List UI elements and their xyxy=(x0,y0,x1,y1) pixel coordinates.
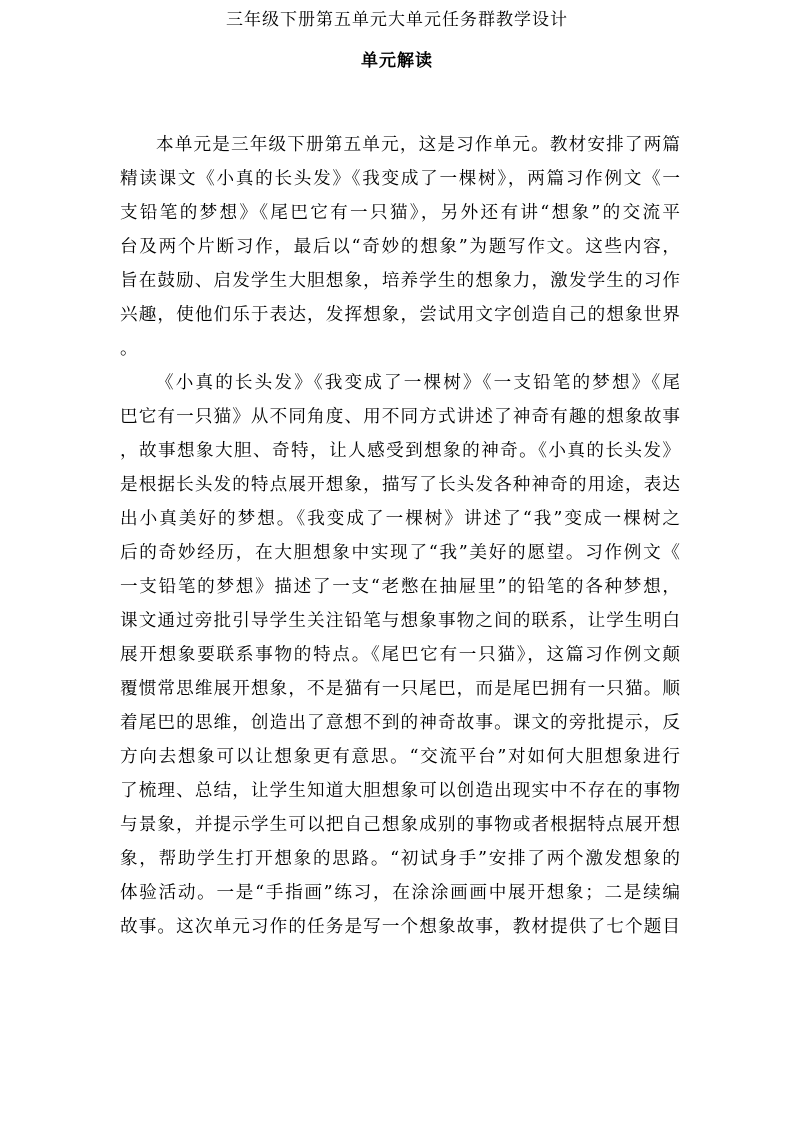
text-line: 出小真美好的梦想。《我变成了一棵树》讲述了“我”变成一棵树之 xyxy=(120,509,680,529)
text-line: ，故事想象大胆、奇特，让人感受到想象的神奇。《小真的长头发》 xyxy=(120,441,680,461)
text-line: 展开想象要联系事物的特点。《尾巴它有一只猫》，这篇习作例文颠 xyxy=(120,645,680,665)
text-line: 覆惯常思维展开想象，不是猫有一只尾巴，而是尾巴拥有一只猫。顺 xyxy=(120,679,680,699)
text-line: 课文通过旁批引导学生关注铅笔与想象事物之间的联系，让学生明白 xyxy=(120,611,680,631)
document-title: 三年级下册第五单元大单元任务群教学设计 xyxy=(226,10,568,30)
text-line: 故事。这次单元习作的任务是写一个想象故事，教材提供了七个题目 xyxy=(120,917,680,937)
text-line: 象，帮助学生打开想象的思路。“初试身手”安排了两个激发想象的 xyxy=(120,849,680,869)
text-line: 后的奇妙经历，在大胆想象中实现了“我”美好的愿望。习作例文《 xyxy=(120,543,680,563)
text-line: 是根据长头发的特点展开想象，描写了长头发各种神奇的用途，表达 xyxy=(120,475,680,495)
text-line: 支铅笔的梦想》《尾巴它有一只猫》，另外还有讲“想象”的交流平 xyxy=(120,203,680,223)
text-line: 一支铅笔的梦想》描述了一支“老憋在抽屉里”的铅笔的各种梦想， xyxy=(120,577,680,597)
text-line: 本单元是三年级下册第五单元，这是习作单元。教材安排了两篇 xyxy=(156,135,680,155)
text-line: 旨在鼓励、启发学生大胆想象，培养学生的想象力，激发学生的习作 xyxy=(120,271,680,291)
paragraph-2 xyxy=(120,366,680,944)
text-line: 方向去想象可以让想象更有意思。“交流平台”对如何大胆想象进行 xyxy=(120,747,680,767)
text-line: 与景象，并提示学生可以把自己想象成别的事物或者根据特点展开想 xyxy=(120,815,680,835)
body-text xyxy=(120,128,680,944)
text-line: 。 xyxy=(120,339,138,359)
text-line: 着尾巴的思维，创造出了意想不到的神奇故事。课文的旁批提示，反 xyxy=(120,713,680,733)
text-line: 了梳理、总结，让学生知道大胆想象可以创造出现实中不存在的事物 xyxy=(120,781,680,801)
text-line: 精读课文《小真的长头发》《我变成了一棵树》，两篇习作例文《一 xyxy=(120,169,680,189)
text-line: 体验活动。一是“手指画”练习，在涂涂画画中展开想象；二是续编 xyxy=(120,883,680,903)
text-line: 台及两个片断习作，最后以“奇妙的想象”为题写作文。这些内容， xyxy=(120,237,680,257)
text-line: 兴趣，使他们乐于表达，发挥想象，尝试用文字创造自己的想象世界 xyxy=(120,305,680,325)
paragraph-1 xyxy=(120,128,680,366)
text-line: 《小真的长头发》《我变成了一棵树》《一支铅笔的梦想》《尾 xyxy=(156,373,680,393)
text-line: 巴它有一只猫》从不同角度、用不同方式讲述了神奇有趣的想象故事 xyxy=(120,407,680,427)
section-title: 单元解读 xyxy=(361,51,433,71)
